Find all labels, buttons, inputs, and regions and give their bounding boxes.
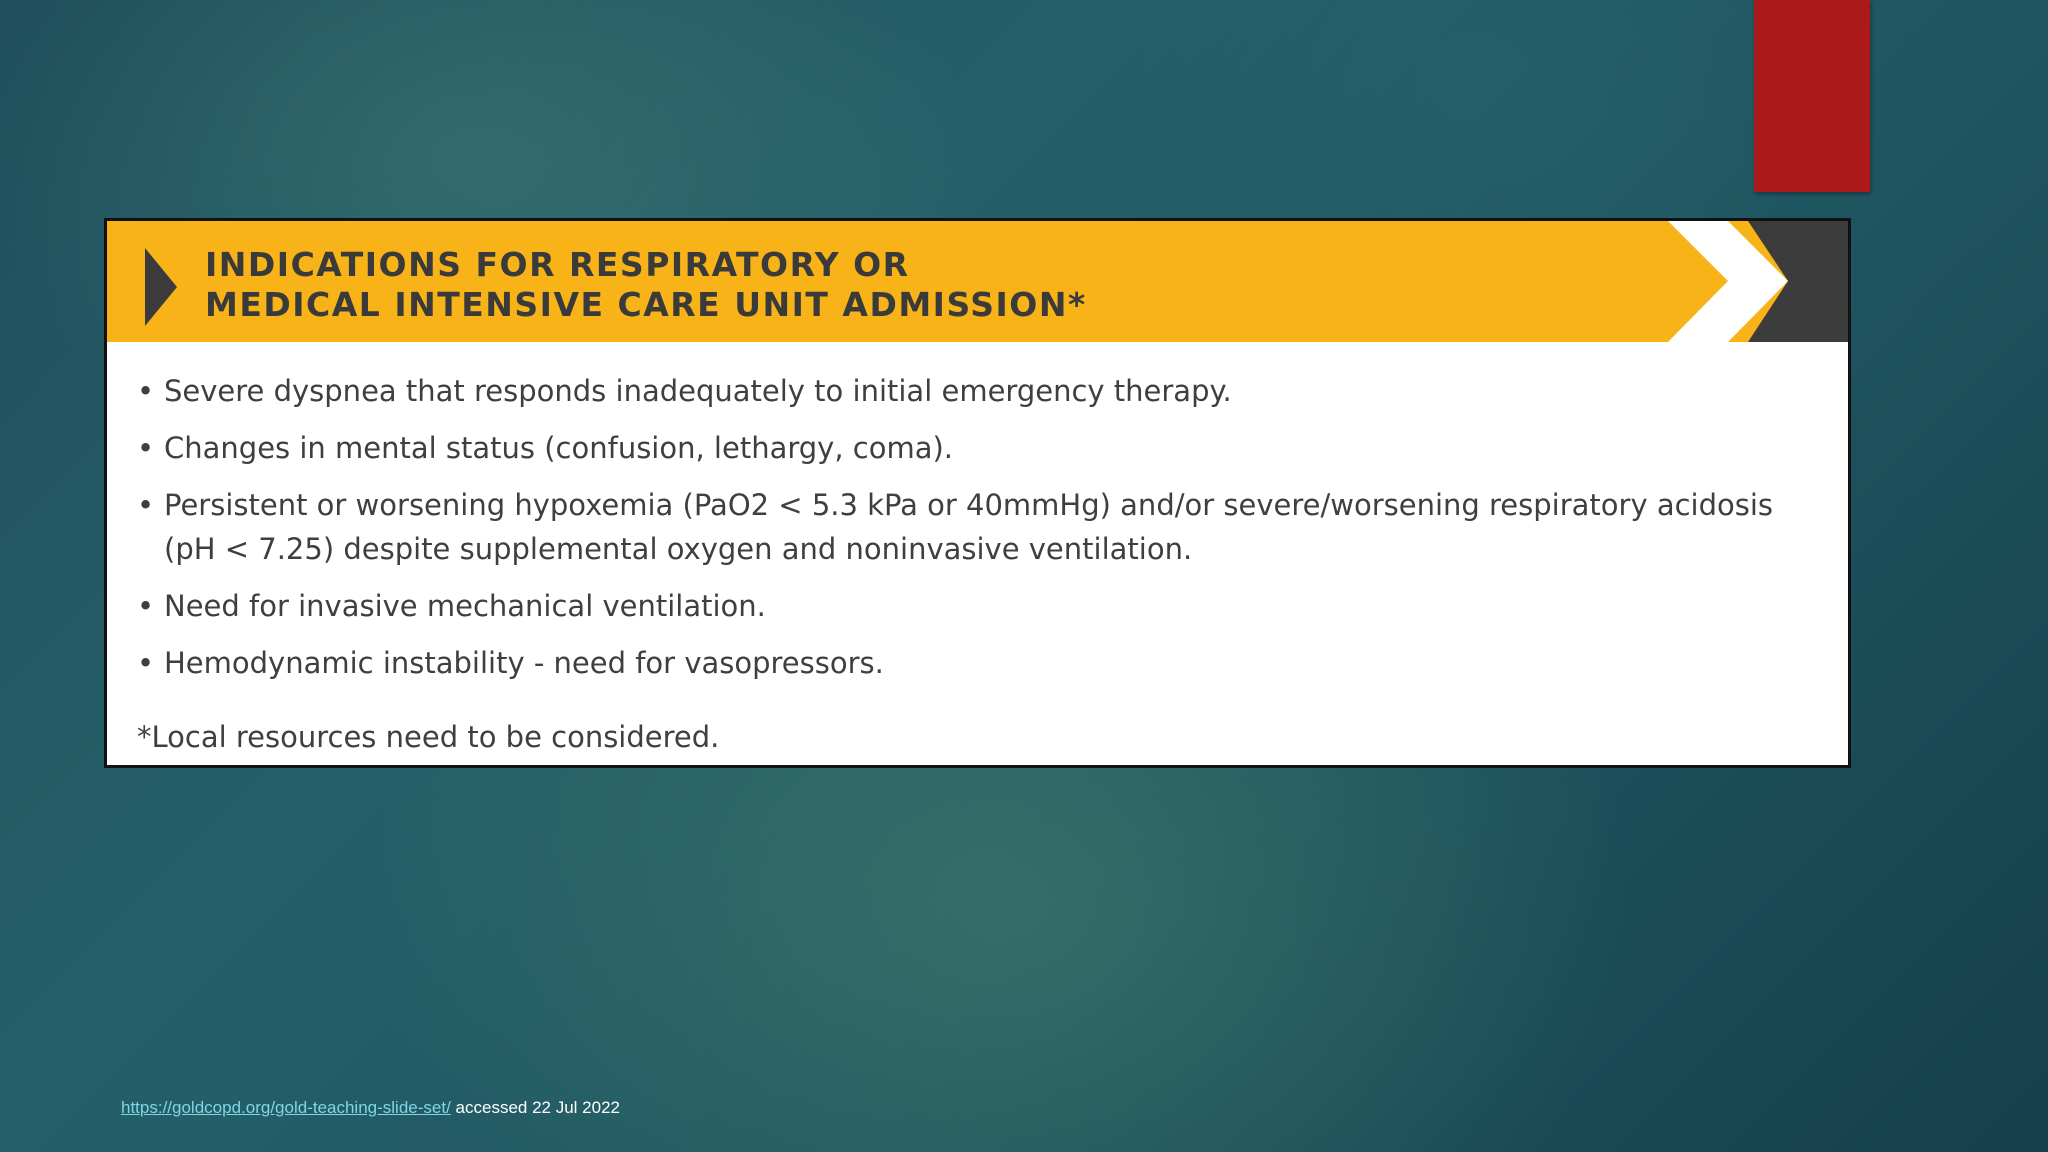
- list-item: [137, 369, 1817, 413]
- list-item: [137, 641, 1817, 685]
- bullet-marker: •: [137, 431, 155, 465]
- accessed-date: accessed 22 Jul 2022: [450, 1098, 620, 1117]
- list-item-text: Hemodynamic instability - need for vasopressors.: [164, 646, 884, 680]
- indications-list: [137, 369, 1817, 698]
- banner-title-line-1: INDICATIONS FOR RESPIRATORY OR: [205, 245, 910, 284]
- list-item-text: Persistent or worsening hypoxemia (PaO2 < 5.3 kPa or 40mmHg) and/or severe/worsening respiratory acidosis (pH < 7.25) despite supplemental oxygen and noninvasive ventilation.: [164, 488, 1774, 566]
- title-banner: [107, 221, 1848, 342]
- list-item-text: Need for invasive mechanical ventilation.: [164, 589, 766, 623]
- source-citation: [121, 1098, 620, 1118]
- list-item: [137, 584, 1817, 628]
- bullet-marker: •: [137, 589, 155, 623]
- list-item: [137, 426, 1817, 470]
- red-accent-tab: [1754, 0, 1870, 192]
- list-item-text: Changes in mental status (confusion, lethargy, coma).: [164, 431, 954, 465]
- list-item-text: Severe dyspnea that responds inadequately to initial emergency therapy.: [164, 374, 1232, 408]
- triangle-right-icon: [145, 248, 177, 326]
- banner-title-line-2: MEDICAL INTENSIVE CARE UNIT ADMISSION*: [205, 285, 1087, 324]
- bullet-marker: •: [137, 646, 155, 680]
- source-link[interactable]: https://goldcopd.org/gold-teaching-slide-set/: [121, 1098, 451, 1117]
- banner-title: [205, 245, 1087, 325]
- list-item: [137, 483, 1817, 571]
- bullet-marker: •: [137, 488, 155, 522]
- indications-card: [104, 218, 1851, 768]
- chevron-right-icon: [1668, 221, 1848, 342]
- bullet-marker: •: [137, 374, 155, 408]
- footnote: *Local resources need to be considered.: [137, 720, 720, 754]
